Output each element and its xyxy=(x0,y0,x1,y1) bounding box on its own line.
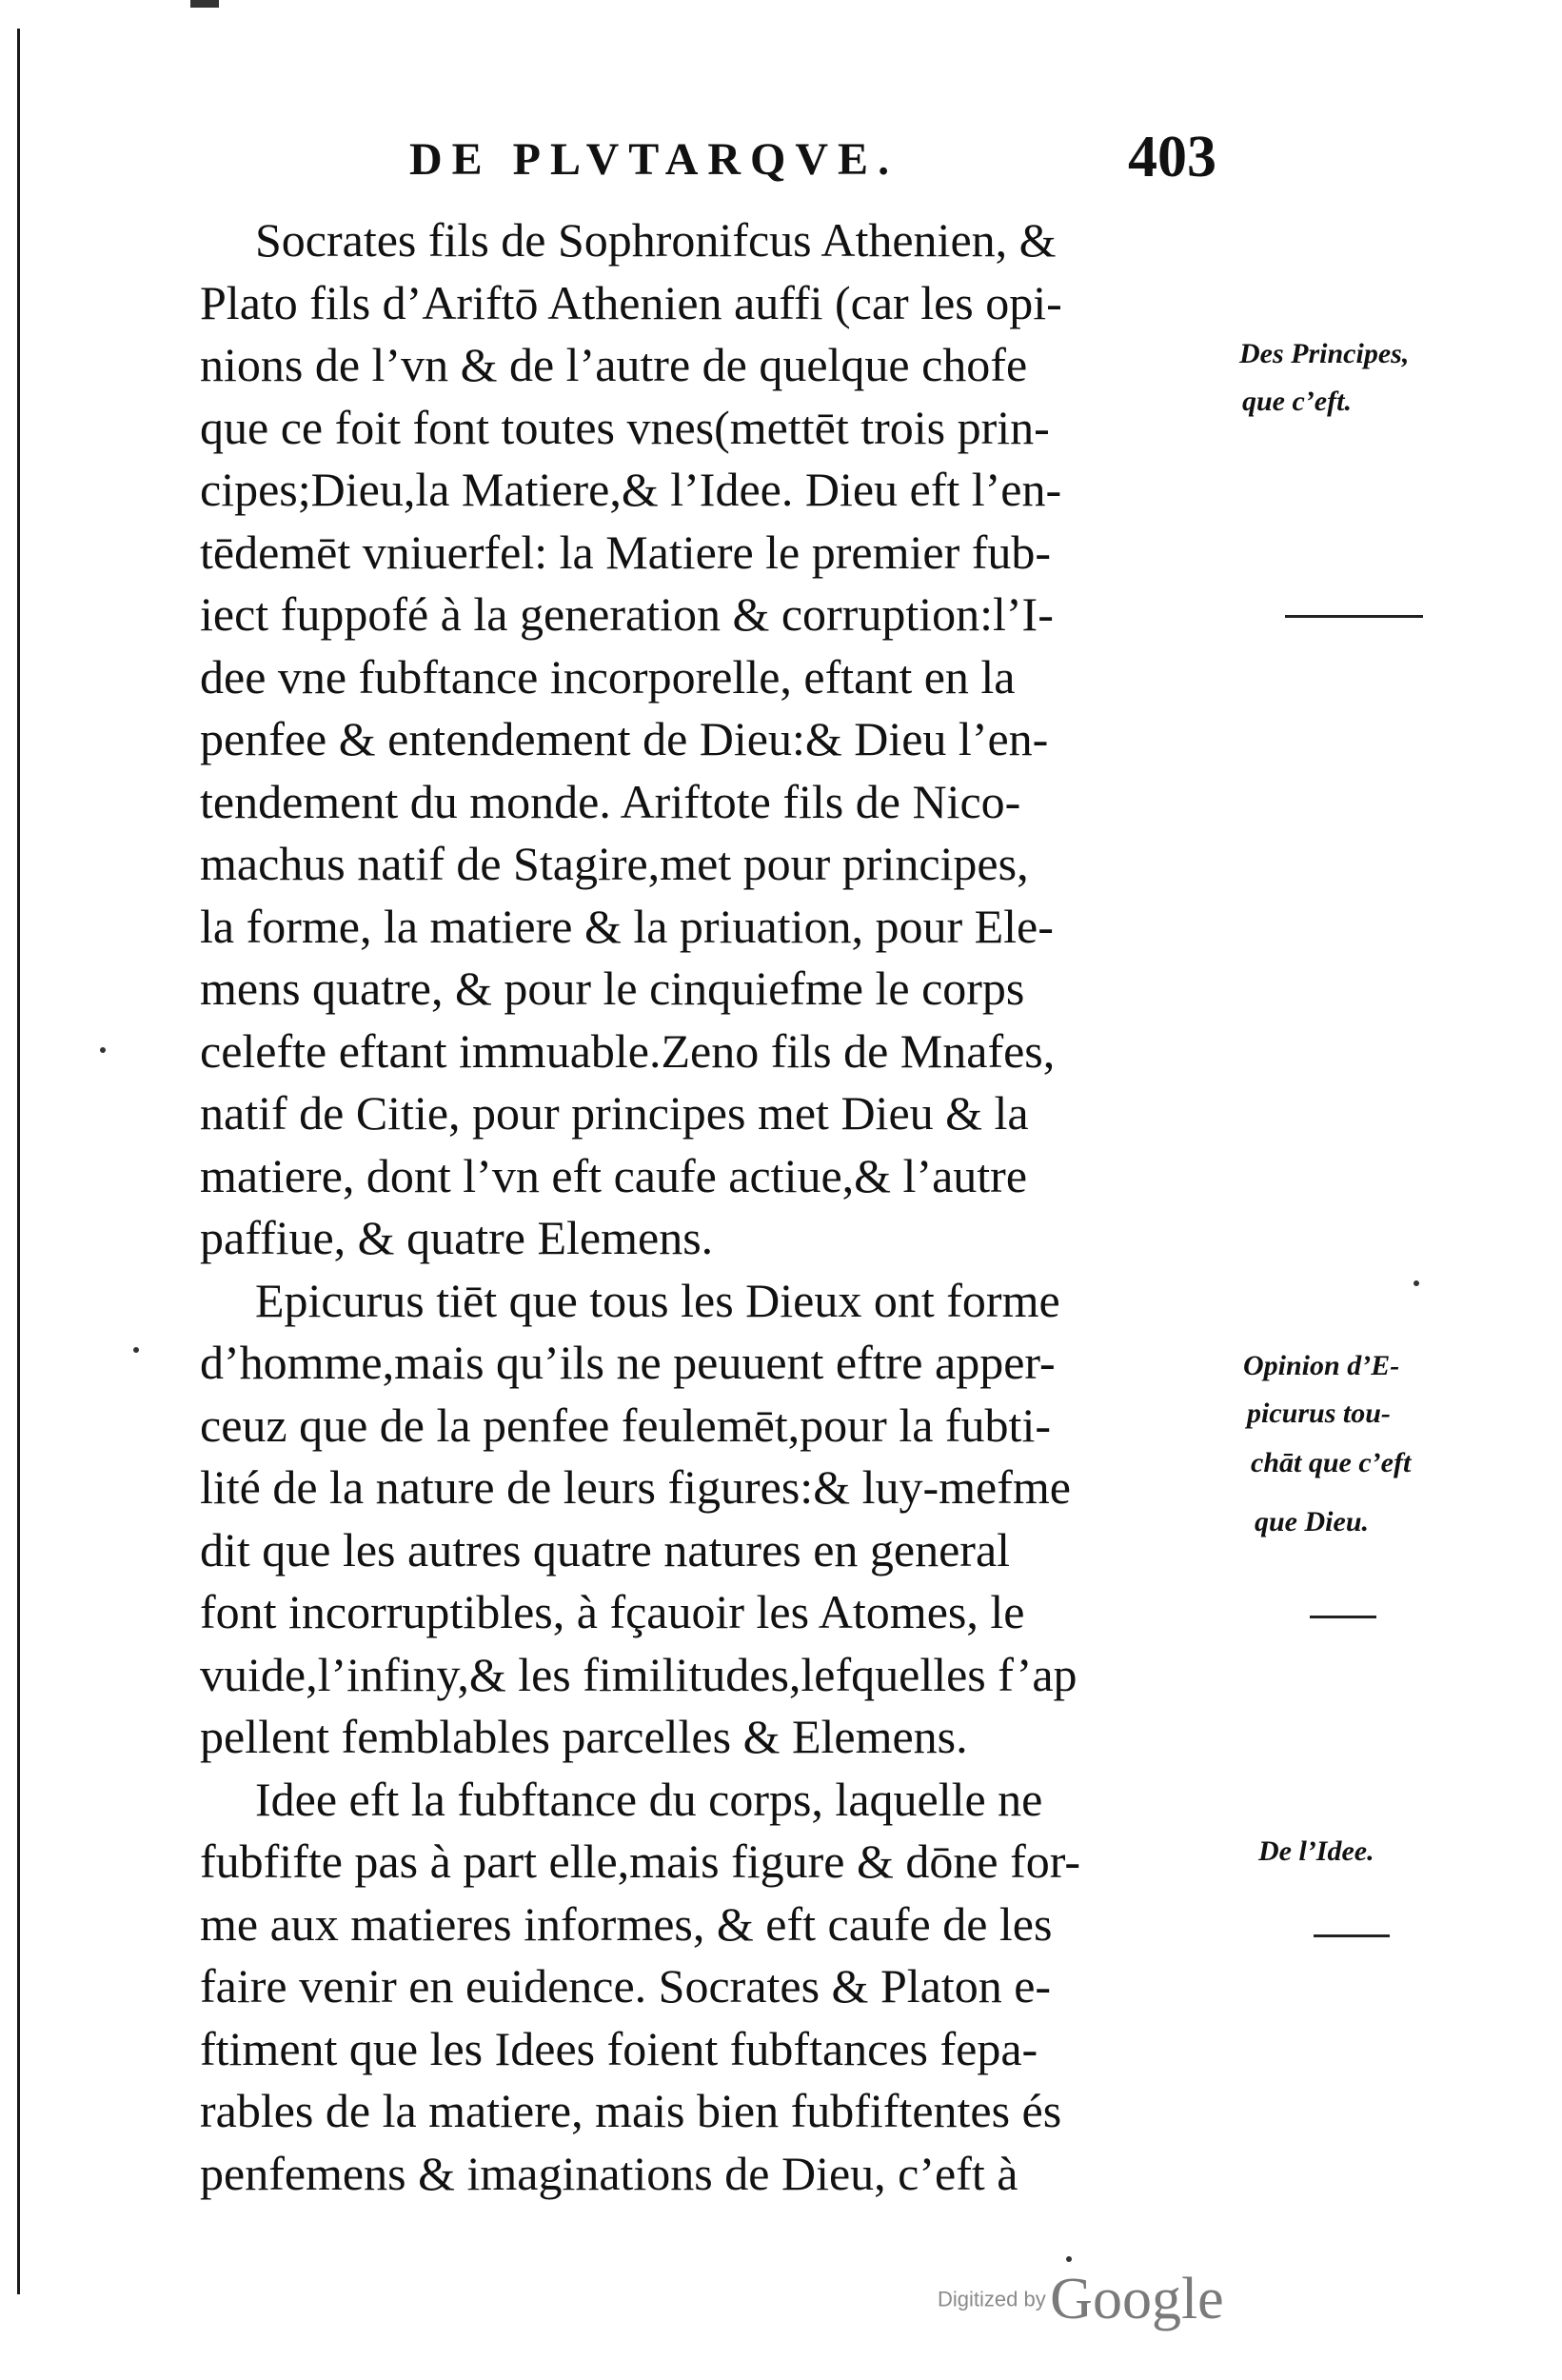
margin-note-epicurus-line-2: picurus tou- xyxy=(1247,1398,1391,1429)
text-line: cipes;Dieu,la Matiere,& l’Idee. Dieu eft l’en- xyxy=(200,463,1062,516)
text-line: iect fuppofé à la generation & corruption:l’I- xyxy=(200,587,1054,641)
text-line: penfemens & imaginations de Dieu, c’eft à xyxy=(200,2146,1018,2200)
watermark-prefix: Digitized by xyxy=(938,2287,1046,2311)
text-line: Epicurus tiēt que tous les Dieux ont forme xyxy=(255,1273,1060,1327)
body-text xyxy=(200,209,1266,2205)
text-line: lité de la nature de leurs figures:& luy-mefme xyxy=(200,1460,1071,1514)
text-line: matiere, dont l’vn eft caufe actiue,& l’autre xyxy=(200,1148,1028,1202)
margin-divider xyxy=(1310,1616,1376,1618)
text-line: Socrates fils de Sophronifcus Athenien, & xyxy=(255,213,1057,267)
running-title: DE PLVTARQVE. xyxy=(409,134,900,185)
text-line: font incorruptibles, à fçauoir les Atomes, le xyxy=(200,1585,1025,1638)
page-number: 403 xyxy=(1128,125,1216,189)
text-line: tendement du monde. Ariftote fils de Nico- xyxy=(200,774,1021,828)
margin-note-principes-line-2: que c’eft. xyxy=(1242,386,1352,417)
top-edge-mark xyxy=(190,0,219,8)
text-line: machus natif de Stagire,met pour principes, xyxy=(200,837,1029,890)
text-line: natif de Citie, pour principes met Dieu & la xyxy=(200,1086,1029,1140)
text-line: mens quatre, & pour le cinquiefme le corps xyxy=(200,962,1025,1015)
text-line: dee vne fubftance incorporelle, eftant en la xyxy=(200,649,1016,704)
text-line: paffiue, & quatre Elemens. xyxy=(200,1211,714,1264)
text-line: faire venir en euidence. Socrates & Platon e- xyxy=(200,1959,1052,2013)
text-line: Idee eft la fubftance du corps, laquelle ne xyxy=(255,1772,1043,1826)
text-line: rables de la matiere, mais bien fubfiftentes és xyxy=(200,2084,1062,2137)
digitization-watermark xyxy=(938,2266,1224,2333)
margin-divider xyxy=(1285,615,1423,618)
text-line: Plato fils d’Ariftō Athenien auffi (car les opi- xyxy=(200,275,1062,329)
ink-speck xyxy=(100,1047,106,1053)
text-line: ftiment que les Idees foient fubftances fepa- xyxy=(200,2021,1038,2075)
margin-divider xyxy=(1314,1934,1390,1937)
text-line: tēdemēt vniuerfel: la Matiere le premier fub- xyxy=(200,525,1052,579)
text-line: penfee & entendement de Dieu:& Dieu l’en- xyxy=(200,712,1049,765)
margin-note-epicurus-line-3: chāt que c’eft xyxy=(1251,1447,1412,1478)
google-logo: Google xyxy=(1050,2267,1224,2331)
text-line: que ce foit font toutes vnes(mettēt trois prin- xyxy=(200,400,1050,454)
text-line: ceuz que de la penfee feulemēt,pour la fubti- xyxy=(200,1398,1051,1452)
text-line: pellent femblables parcelles & Elemens. xyxy=(200,1710,968,1763)
page-edge-rule xyxy=(17,29,20,2294)
margin-note-epicurus-line-1: Opinion d’E- xyxy=(1243,1350,1400,1381)
margin-note-principes-line-1: Des Principes, xyxy=(1239,338,1410,369)
text-line: d’homme,mais qu’ils ne peuuent eftre apper- xyxy=(200,1336,1056,1389)
text-line: la forme, la matiere & la priuation, pour Ele- xyxy=(200,899,1054,953)
margin-note-idee: De l’Idee. xyxy=(1258,1835,1374,1867)
text-line: nions de l’vn & de l’autre de quelque chofe xyxy=(200,338,1028,391)
text-line: celefte eftant immuable.Zeno fils de Mnafes, xyxy=(200,1023,1056,1078)
ink-speck xyxy=(1414,1280,1419,1286)
text-line: dit que les autres quatre natures en general xyxy=(200,1522,1011,1577)
text-line: fubfifte pas à part elle,mais figure & dōne for- xyxy=(200,1835,1081,1888)
ink-speck xyxy=(1066,2256,1072,2262)
margin-note-epicurus-line-4: que Dieu. xyxy=(1255,1506,1369,1537)
text-line: me aux matieres informes, & eft caufe de les xyxy=(200,1896,1053,1951)
ink-speck xyxy=(133,1347,139,1353)
text-line: vuide,l’infiny,& les fimilitudes,lefquelles f’ap xyxy=(200,1647,1078,1701)
